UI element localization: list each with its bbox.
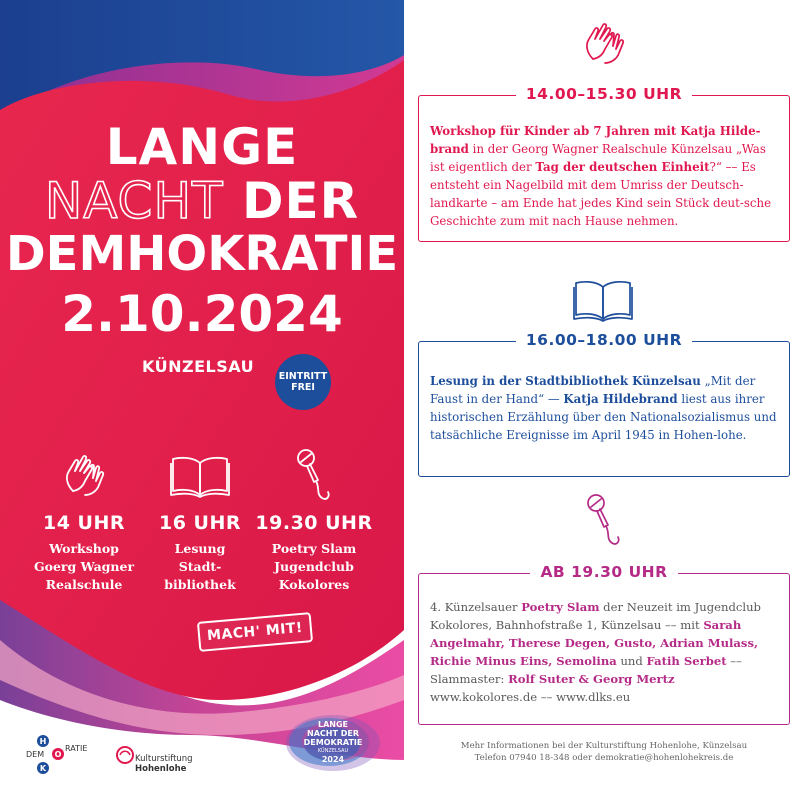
- program-item-workshop: [24, 446, 144, 594]
- mini-logo-line: DEMOKRATIE: [303, 738, 363, 747]
- card-links: www.kokolores.de –– www.dlks.eu: [430, 690, 631, 704]
- svg-text:DEM: DEM: [26, 750, 45, 759]
- card-text-bold: Workshop für Kinder ab 7 Jahren mit Katja Hilde-brand: [430, 124, 761, 156]
- card-text: der Neuzeit im Jugendclub Kokolores, Bahnhofstraße 1, Künzelsau –– mit: [430, 600, 761, 632]
- title-hok: HOK: [126, 226, 245, 282]
- badge-line-2: FREI: [291, 382, 315, 393]
- card-header: [419, 562, 789, 581]
- card-text-bold: Rolf Suter & Georg Mertz: [508, 672, 675, 686]
- title-line-3: [0, 226, 404, 282]
- footer-info: [418, 740, 790, 764]
- title-line-2: [0, 172, 404, 230]
- kultur-line-1: Kulturstiftung: [135, 754, 193, 764]
- program-desc: [24, 540, 144, 594]
- kulturstiftung-logo-text: [135, 754, 193, 774]
- program-desc: [140, 540, 260, 594]
- card-time: 14.00–15.30 UHR: [516, 85, 692, 103]
- card-text: und: [616, 654, 647, 668]
- card-text-bold: Tag der deutschen Einheit: [535, 160, 710, 174]
- card-body: [419, 342, 789, 444]
- card-text-bold: Fatih Serbet: [646, 654, 727, 668]
- mini-logo-line: LANGE: [317, 720, 348, 729]
- card-text-bold: Lesung in der Stadtbibliothek Künzelsau: [430, 374, 701, 388]
- program-desc-line: Lesung: [174, 541, 226, 556]
- svg-text:K: K: [39, 764, 47, 773]
- program-desc-line: Workshop: [49, 541, 119, 556]
- title-ratie: RATIE: [244, 226, 399, 282]
- card-text-bold: Katja Hildebrand: [563, 392, 678, 406]
- card-text: liest aus ihrer historischen Erzählung über den Nationalsozialismus und tatsächliche Ereignisse im April 1945 in Hohen-lohe.: [430, 392, 777, 442]
- program-item-reading: [140, 446, 260, 594]
- microphone-icon: [254, 446, 374, 506]
- card-body: [419, 96, 789, 230]
- card-text: ?“ –– Es entsteht ein Nagelbild mit dem Umriss der Deutsch-landkarte – am Ende hat jedes Kind sein Stück deut-sche Geschichte zum mit nach Hause nehmen.: [430, 160, 772, 228]
- card-time: 16.00–18.00 UHR: [516, 331, 692, 349]
- microphone-icon: [578, 490, 630, 552]
- card-time: AB 19.30 UHR: [530, 563, 677, 581]
- card-header: [419, 84, 789, 103]
- mini-logo-line: KÜNZELSAU: [317, 748, 349, 754]
- card-header: [419, 330, 789, 349]
- kulturstiftung-logo-icon: [116, 744, 134, 766]
- mini-event-logo: [284, 708, 382, 774]
- hok-democracy-logo: [26, 733, 106, 777]
- footer-line-1: Mehr Informationen bei der Kulturstiftung Hohenlohe, Künzelsau: [460, 741, 748, 751]
- program-desc-line: Poetry Slam: [271, 541, 357, 556]
- hands-icon: [574, 14, 634, 74]
- join-in-stamp: MACH' MIT!: [197, 612, 313, 652]
- card-text-bold: Sarah Angelmahr, Therese Degen, Gusto, Adrian Mulass, Richie Minus Eins, Semolina: [430, 618, 759, 668]
- event-card-poetry-slam: [418, 563, 790, 725]
- program-desc-line: Realschule: [45, 577, 123, 592]
- program-time: 14 UHR: [42, 512, 125, 534]
- mini-logo-line: 2024: [321, 755, 345, 764]
- card-text: 4. Künzelsauer: [430, 600, 522, 614]
- svg-text:RATIE: RATIE: [65, 744, 88, 753]
- program-desc: [254, 540, 374, 594]
- mini-logo-line: NACHT DER: [307, 729, 359, 738]
- event-card-reading: [418, 331, 790, 477]
- title-nacht: NACHT: [44, 172, 224, 230]
- card-text-bold: Poetry Slam: [521, 600, 600, 614]
- program-desc-line: Goerg Wagner: [33, 559, 135, 574]
- card-text: „Mit der Faust in der Hand“ —: [430, 374, 756, 406]
- event-date: 2.10.2024: [61, 285, 343, 343]
- footer-line-2: Telefon 07940 18-348 oder demokratie@hohenlohekreis.de: [474, 753, 734, 763]
- card-body: [419, 574, 789, 706]
- event-card-workshop: [418, 85, 790, 242]
- program-desc-line: Kokolores: [278, 577, 350, 592]
- title-der: DER: [242, 172, 360, 230]
- title-dem: DEM: [5, 226, 127, 282]
- svg-text:H: H: [39, 737, 47, 746]
- free-entry-badge: [275, 354, 331, 410]
- book-icon: [570, 272, 636, 328]
- card-text: in der Georg Wagner Realschule Künzelsau „Was ist eigentlich der: [430, 142, 766, 174]
- program-desc-line: Stadt-: [178, 559, 222, 574]
- book-icon: [140, 446, 260, 506]
- kultur-line-2: Hohenlohe: [135, 764, 187, 774]
- program-time: 16 UHR: [158, 512, 241, 534]
- card-text: –– Slammaster:: [430, 654, 742, 686]
- city-label: KÜNZELSAU: [142, 357, 255, 376]
- program-item-poetry-slam: [254, 446, 374, 594]
- program-desc-line: bibliothek: [164, 577, 236, 592]
- program-desc-line: Jugendclub: [274, 559, 354, 574]
- program-time: 19.30 UHR: [255, 512, 373, 534]
- hands-icon: [24, 446, 144, 506]
- title-line-1: LANGE: [105, 118, 299, 176]
- svg-text:O: O: [54, 750, 62, 759]
- badge-line-1: EINTRITT: [278, 371, 328, 382]
